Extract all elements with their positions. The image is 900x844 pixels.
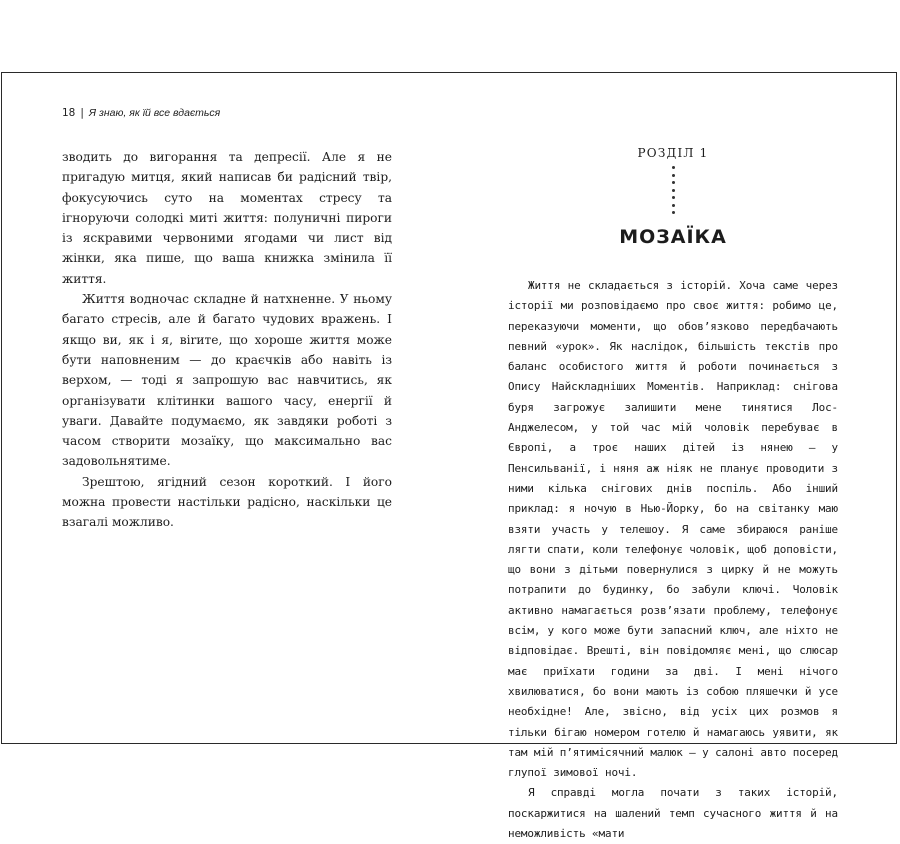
chapter-label: РОЗДІЛ 1 bbox=[637, 146, 709, 160]
paragraph: Життя не складається з історій. Хоча саме через історії ми розповідаємо про своє життя: робимо це, переказуючи моменти, що обов’язково передбачають певний «урок». Як наслідок, більшість текстів про баланс особистого життя й роботи починається з Опису Найскладніших Моментів. Наприклад: снігова буря загрожує залишити мене тинятися Лос-Анджелесом, у той час мій чоловік перебуває в Європі, а троє наших дітей із нянею — у Пенсильванії, і няня аж ніяк не планує проводити з ними кілька снігових днів поспіль. Або інший приклад: я ночую в Нью-Йорку, бо на світанку маю взяти участь у телешоу. Я саме збираюся раніше лягти спати, коли телефонує чоловік, щоб доповісти, що вони з дітьми повернулися з цирку й не можуть потрапити до будинку, бо забули ключі. Чоловік активно намагається розв’язати проблему, телефонує всім, у кого може бути запасний ключ, але ніхто не відповідає. Врешті, він повідомляє мені, що слюсар має приїхати години за дві. І мені нічого хвилюватися, бо вони мають із собою пляшечки й усе необхідне! Але, звісно, від усіх цих розмов я тільки бігаю номером готелю й намагаюсь уявити, як там мій п’ятимісячний малюк — у салоні авто посеред глупої зимової ночі. bbox=[508, 279, 838, 780]
paragraph: зводить до вигорання та депресії. Але я не пригадую митця, який написав би радісний твір, фокусуючись суто на моментах стресу та ігноруючи солодкі миті життя: полуничні пироги із яскравими червоними ягодами чи лист від жінки, яка пише, що ваша книжка змінила її життя. bbox=[62, 150, 392, 286]
paragraph: Зрештою, ягідний сезон короткий. І його можна провести настільки радісно, наскільки це взагалі можливо. bbox=[62, 474, 392, 530]
page-number: 18 bbox=[62, 107, 76, 119]
header-separator: | bbox=[80, 107, 84, 119]
paragraph: Життя водночас складне й натхненне. У ньому багато стресів, але й багато чудових вражень. І якщо ви, як і я, віrите, що хороше життя може бути наповненим — до краєчків або навіть із верхом, — тоді я запрошую вас навчитись, як організувати клітинки вашого часу, енергії й уваги. Давайте подумаємо, як завдяки роботі з часом створити мозаїку, що максимально вас задовольнятиме. bbox=[62, 292, 392, 469]
paragraph: Я справді могла почати з таких історій, поскаржитися на шалений темп сучасного життя й на неможливість «мати bbox=[508, 786, 838, 841]
running-title: Я знаю, як їй все вдається bbox=[88, 107, 221, 119]
right-page-text bbox=[508, 276, 838, 844]
running-header bbox=[62, 107, 220, 119]
dotted-divider bbox=[671, 166, 675, 218]
chapter-title: МОЗАЇКА bbox=[619, 226, 727, 248]
left-page-text bbox=[62, 147, 392, 533]
